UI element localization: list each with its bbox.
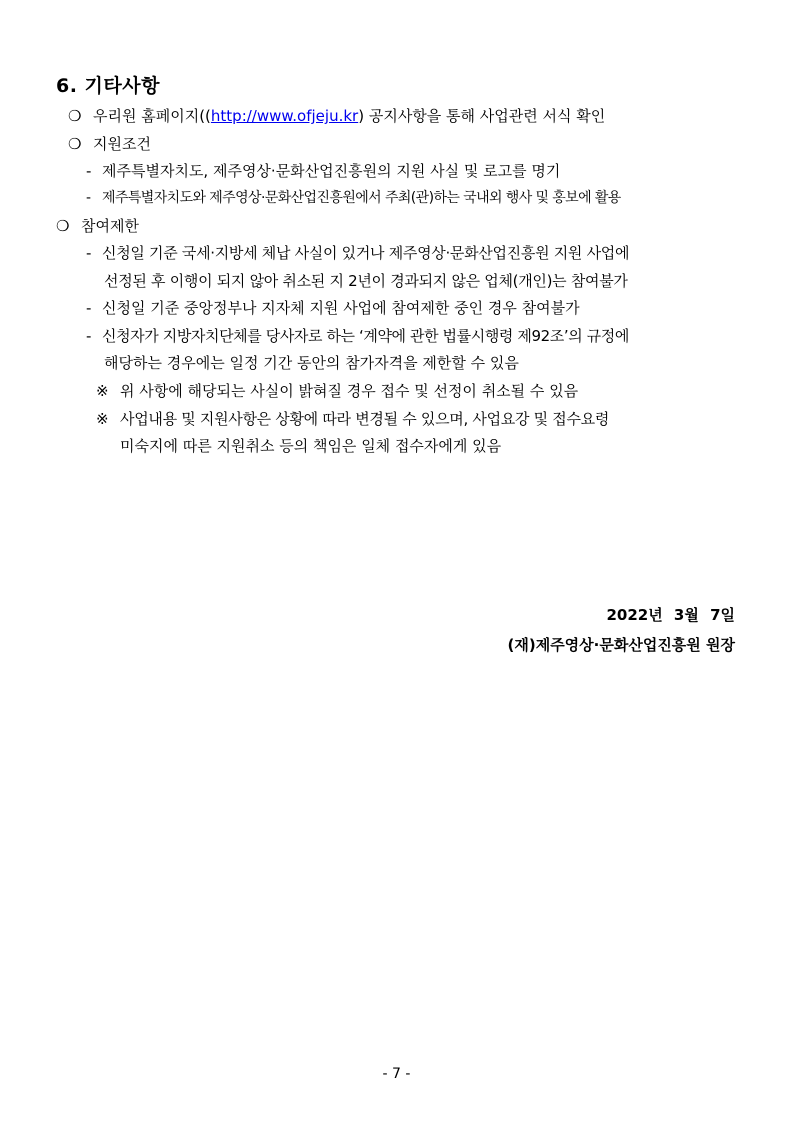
bullet-icon: ❍ — [68, 107, 82, 125]
homepage-link[interactable]: http://www.ofjeju.kr — [210, 107, 359, 125]
page-number: - 7 - — [382, 1066, 411, 1082]
support-condition-text: 제주특별자치도, 제주영상·문화산업진흥원의 지원 사실 및 로고를 명기 — [102, 162, 561, 180]
support-condition-item — [86, 161, 560, 181]
note-item — [96, 409, 609, 429]
restriction-text: 신청일 기준 중앙정부나 지자체 지원 사업에 참여제한 중인 경우 참여불가 — [102, 299, 580, 317]
restriction-item — [86, 298, 580, 318]
restriction-item — [86, 326, 629, 346]
document-date: 2022년 3월 7일 — [606, 606, 735, 624]
homepage-text-suffix: ) 공지사항을 통해 사업관련 서식 확인 — [358, 107, 606, 125]
note-text-continued: 미숙지에 따른 지원취소 등의 책임은 일체 접수자에게 있음 — [120, 437, 502, 455]
restriction-text-continued: 선정된 후 이행이 되지 않아 취소된 지 2년이 경과되지 않은 업체(개인)는 참여불가 — [104, 272, 628, 290]
reference-mark-icon: ※ — [96, 382, 109, 400]
section-title: 6. 기타사항 — [56, 75, 160, 97]
support-conditions-heading — [68, 134, 151, 154]
dash-marker: - — [86, 190, 91, 206]
support-condition-text: 제주특별자치도와 제주영상·문화산업진흥원에서 주최(관)하는 국내외 행사 및 홍보에 활용 — [102, 190, 621, 206]
restriction-text: 신청일 기준 국세·지방세 체납 사실이 있거나 제주영상·문화산업진흥원 지원 사업에 — [102, 244, 630, 262]
restrictions-label: 참여제한 — [81, 217, 139, 235]
support-condition-item — [86, 188, 621, 208]
dash-marker: - — [86, 299, 92, 317]
note-text: 위 사항에 해당되는 사실이 밝혀질 경우 접수 및 선정이 취소될 수 있음 — [120, 382, 579, 400]
dash-marker: - — [86, 327, 92, 345]
restriction-item — [86, 243, 629, 263]
document-signer: (재)제주영상·문화산업진흥원 원장 — [507, 636, 735, 654]
dash-marker: - — [86, 244, 92, 262]
bullet-icon: ❍ — [68, 135, 82, 153]
note-text: 사업내용 및 지원사항은 상황에 따라 변경될 수 있으며, 사업요강 및 접수요령 — [120, 410, 610, 428]
note-item — [96, 381, 578, 401]
restriction-text: 신청자가 지방자치단체를 당사자로 하는 ‘계약에 관한 법률시행령 제92조’의 규정에 — [102, 327, 629, 345]
restrictions-heading — [56, 216, 139, 236]
support-conditions-label: 지원조건 — [93, 135, 151, 153]
restriction-text-continued: 해당하는 경우에는 일정 기간 동안의 참가자격을 제한할 수 있음 — [104, 354, 519, 372]
homepage-text-prefix: 우리원 홈페이지(( — [93, 107, 211, 125]
reference-mark-icon: ※ — [96, 410, 109, 428]
bullet-icon: ❍ — [56, 217, 70, 235]
homepage-notice-line — [68, 106, 605, 126]
dash-marker: - — [86, 162, 92, 180]
